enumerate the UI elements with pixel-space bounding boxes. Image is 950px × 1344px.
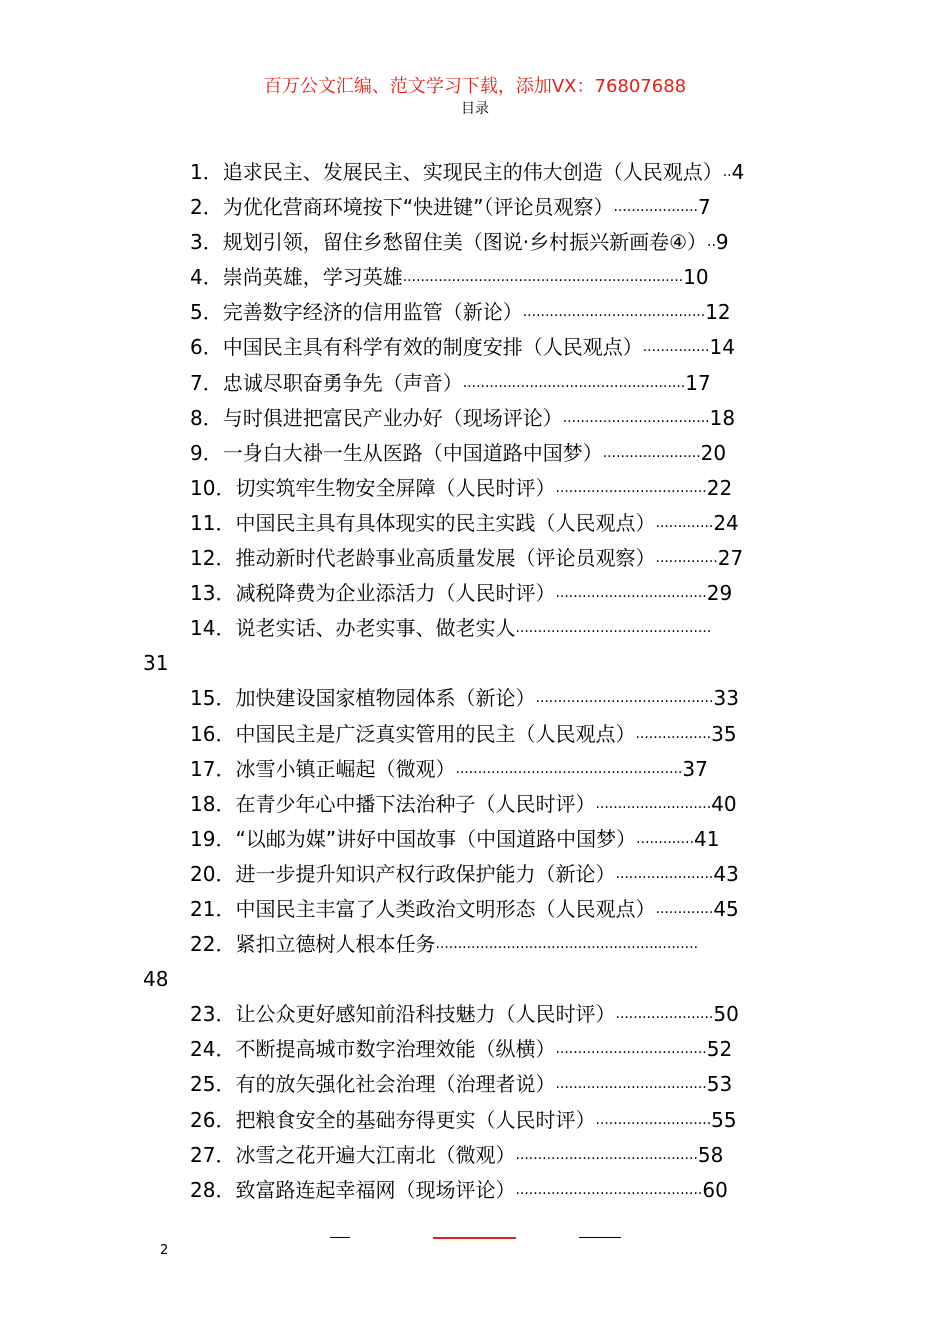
toc-entry[interactable] — [0, 997, 950, 1032]
toc-leader-dots: ........................................................... — [435, 936, 699, 953]
toc-entry-page: 43 — [713, 861, 739, 886]
toc-entry-text — [190, 787, 737, 822]
toc-leader-dots: .......................................... — [515, 1181, 703, 1198]
toc-entry-page: 14 — [709, 335, 735, 360]
toc-leader-dots: ............... — [642, 339, 710, 356]
toc-entry[interactable] — [0, 1173, 950, 1208]
toc-entry-title: 15．加快建设国家植物园体系（新论） — [190, 686, 536, 711]
toc-entry-title: 4．崇尚英雄，学习英雄 — [190, 265, 403, 290]
page-number: 2 — [160, 1243, 169, 1258]
toc-entry-title: 10．切实筑牢生物安全屏障（人民时评） — [190, 475, 556, 500]
toc-entry-page: 40 — [711, 791, 737, 816]
toc-leader-dots: ............................................ — [515, 620, 712, 637]
toc-entry-text — [190, 752, 708, 787]
toc-entry-text — [190, 1032, 732, 1067]
toc-leader-dots: ................................................... — [455, 760, 683, 777]
toc-entry-page: 55 — [711, 1107, 737, 1132]
toc-entry-text — [190, 541, 743, 576]
toc-leader-dots: .................................................. — [462, 374, 686, 391]
toc-entry-page: 41 — [694, 826, 720, 851]
toc-leader-dots: ............................................................... — [402, 269, 684, 286]
toc-entry-page: 24 — [713, 510, 739, 535]
toc-entry-text — [190, 330, 735, 365]
toc-entry-title: 18．在青少年心中播下法治种子（人民时评） — [190, 791, 596, 816]
toc-entry-text — [190, 225, 729, 260]
toc-entry[interactable] — [0, 1138, 950, 1173]
toc-entry[interactable] — [0, 611, 950, 646]
toc-entry-title: 14．说老实话、办老实事、做老实人 — [190, 616, 516, 641]
toc-entry[interactable] — [0, 717, 950, 752]
toc-entry-text — [190, 190, 711, 225]
toc-entry-page: 31 — [143, 651, 169, 676]
toc-entry-title: 21．中国民主丰富了人类政治文明形态（人民观点） — [190, 896, 656, 921]
toc-entry-page: 12 — [705, 300, 731, 325]
toc-leader-dots: ............. — [655, 900, 714, 917]
toc-entry-title: 25．有的放矢强化社会治理（治理者说） — [190, 1072, 556, 1097]
toc-entry-title: 9．一身白大褂一生从医路（中国道路中国梦） — [190, 440, 603, 465]
toc-entry-text — [190, 1067, 732, 1102]
toc-leader-dots: .. — [707, 234, 716, 251]
toc-entry[interactable] — [0, 225, 950, 260]
toc-entry-text — [190, 1138, 723, 1173]
toc-entry-page: 52 — [706, 1037, 733, 1062]
toc-entry[interactable] — [0, 295, 950, 330]
toc-entry-page: 18 — [709, 405, 736, 430]
toc-leader-dots: .. — [722, 164, 732, 180]
toc-entry[interactable] — [0, 822, 950, 857]
toc-leader-dots: .......................... — [595, 1111, 712, 1128]
toc-entry-text — [190, 295, 731, 330]
toc-entry-title: 3．规划引领，留住乡愁留住美（图说·乡村振兴新画卷④） — [190, 230, 708, 255]
toc-entry-text — [190, 822, 719, 857]
toc-entry-text — [190, 576, 732, 611]
toc-entry[interactable] — [0, 330, 950, 365]
toc-entry-text — [190, 1103, 737, 1138]
toc-entry-page: 37 — [682, 756, 708, 781]
toc-entry[interactable] — [0, 576, 950, 611]
footer-rule-left — [330, 1237, 350, 1238]
toc-leader-dots: .................................. — [555, 585, 707, 602]
toc-entry-title: 24．不断提高城市数字治理效能（纵横） — [190, 1037, 556, 1062]
toc-entry-text — [190, 506, 739, 541]
toc-entry[interactable] — [0, 260, 950, 295]
toc-entry-page: 20 — [700, 440, 727, 465]
banner-text: 百万公文汇编、范文学习下载，添加VX：76807688 — [263, 76, 687, 97]
toc-entry-text — [190, 611, 813, 646]
toc-entry-page: 45 — [713, 896, 739, 921]
toc-leader-dots: ........................................ — [535, 690, 714, 707]
footer-rule-center — [433, 1237, 516, 1239]
toc-entry-page: 7 — [698, 195, 711, 220]
toc-entry[interactable] — [0, 927, 950, 962]
toc-entry-title: 27．冰雪之花开遍大江南北（微观） — [190, 1142, 516, 1167]
toc-entry-title: 22．紧扣立德树人根本任务 — [190, 932, 436, 957]
toc-leader-dots: ...................... — [615, 865, 714, 882]
page-title: 目录 — [461, 101, 489, 117]
toc-entry-text — [190, 471, 732, 506]
toc-entry[interactable] — [0, 752, 950, 787]
toc-entry-text — [190, 997, 739, 1032]
toc-leader-dots: ................................. — [562, 409, 710, 426]
toc-entry-page: 27 — [717, 546, 744, 571]
toc-entry-title: 12．推动新时代老龄事业高质量发展（评论员观察） — [190, 546, 656, 571]
toc-entry-title: 28．致富路连起幸福网（现场评论） — [190, 1177, 516, 1202]
toc-entry-text — [190, 436, 726, 471]
toc-entry-page-wrapped — [0, 962, 950, 997]
toc-entry-page-wrapped — [0, 646, 950, 681]
toc-leader-dots: ................... — [613, 199, 699, 216]
toc-entry[interactable] — [0, 1067, 950, 1102]
toc-entry-title: 16．中国民主是广泛真实管用的民主（人民观点） — [190, 721, 636, 746]
toc-entry-page: 48 — [143, 967, 169, 992]
toc-entry-page: 58 — [697, 1142, 724, 1167]
toc-entry-title: 8．与时俱进把富民产业办好（现场评论） — [190, 405, 563, 430]
toc-entry-title: 11．中国民主具有具体现实的民主实践（人民观点） — [190, 510, 656, 535]
toc-entry-page: 17 — [685, 370, 711, 395]
toc-entry-text — [190, 681, 739, 716]
toc-leader-dots: ............. — [636, 830, 695, 847]
toc-entry-title: 20．进一步提升知识产权行政保护能力（新论） — [190, 861, 616, 886]
toc-entry-title: 13．减税降费为企业添活力（人民时评） — [190, 581, 556, 606]
toc-entry-title: 23．让公众更好感知前沿科技魅力（人民时评） — [190, 1002, 616, 1027]
toc-leader-dots: .................................. — [555, 1076, 707, 1093]
toc-entry[interactable] — [0, 892, 950, 927]
toc-entry[interactable] — [0, 471, 950, 506]
toc-entry-page: 35 — [711, 721, 737, 746]
toc-entry-text — [190, 260, 709, 295]
toc-leader-dots: .............. — [655, 550, 718, 567]
toc-entry-page: 9 — [715, 230, 729, 255]
toc-entry-text — [190, 892, 739, 927]
toc-entry[interactable] — [0, 190, 950, 225]
toc-entry-page: 10 — [683, 265, 709, 290]
toc-entry-text — [190, 927, 813, 962]
toc-leader-dots: ...................... — [615, 1006, 714, 1023]
toc-entry-text — [190, 857, 739, 892]
toc-entry-text — [190, 155, 744, 190]
toc-leader-dots: ............. — [655, 514, 714, 531]
toc-entry-page: 29 — [706, 581, 733, 606]
toc-entry-title: 7．忠诚尽职奋勇争先（声音） — [190, 370, 463, 395]
toc-leader-dots: ................. — [635, 725, 712, 742]
toc-entry-page: 22 — [706, 475, 733, 500]
toc-entry-title: 5．完善数字经济的信用监管（新论） — [190, 300, 523, 325]
toc-entry[interactable] — [0, 1032, 950, 1067]
toc-entry[interactable] — [0, 541, 950, 576]
toc-leader-dots: ......................................... — [515, 1146, 698, 1163]
toc-entry[interactable] — [0, 366, 950, 401]
toc-entry-title: 1．追求民主、发展民主、实现民主的伟大创造（人民观点） — [190, 160, 723, 184]
toc-leader-dots: ...................... — [602, 444, 701, 461]
toc-entry-text — [190, 366, 711, 401]
toc-entry[interactable] — [0, 401, 950, 436]
toc-entry[interactable] — [0, 1103, 950, 1138]
toc-entry-text — [190, 717, 737, 752]
toc-leader-dots: .................................. — [555, 479, 707, 496]
toc-entry[interactable] — [0, 787, 950, 822]
toc-entry-title: 26．把粮食安全的基础夯得更实（人民时评） — [190, 1107, 596, 1132]
toc-entry-title: 6．中国民主具有科学有效的制度安排（人民观点） — [190, 335, 643, 360]
toc-entry-page: 53 — [706, 1072, 733, 1097]
toc-leader-dots: .......................... — [595, 795, 712, 812]
toc-entry[interactable] — [0, 506, 950, 541]
toc-entry-text — [190, 1173, 728, 1208]
toc-leader-dots: .................................. — [555, 1041, 707, 1058]
toc-entry[interactable] — [0, 436, 950, 471]
toc-entry[interactable] — [0, 681, 950, 716]
footer-rule-right — [579, 1237, 621, 1238]
toc-entry-page: 33 — [713, 686, 739, 711]
toc-entry-title: 17．冰雪小镇正崛起（微观） — [190, 756, 456, 781]
toc-entry[interactable] — [0, 857, 950, 892]
toc-leader-dots: ......................................... — [522, 304, 706, 321]
toc-entry[interactable] — [0, 155, 950, 190]
toc-entry-page: 50 — [713, 1002, 739, 1027]
toc-entry-text — [190, 401, 735, 436]
toc-entry-title: 19．“以邮为媒”讲好中国故事（中国道路中国梦） — [190, 826, 637, 851]
table-of-contents — [0, 155, 950, 1208]
toc-entry-page: 4 — [731, 160, 745, 184]
toc-entry-page: 60 — [702, 1177, 728, 1202]
toc-entry-title: 2．为优化营商环境按下“快进键”（评论员观察） — [190, 195, 614, 220]
